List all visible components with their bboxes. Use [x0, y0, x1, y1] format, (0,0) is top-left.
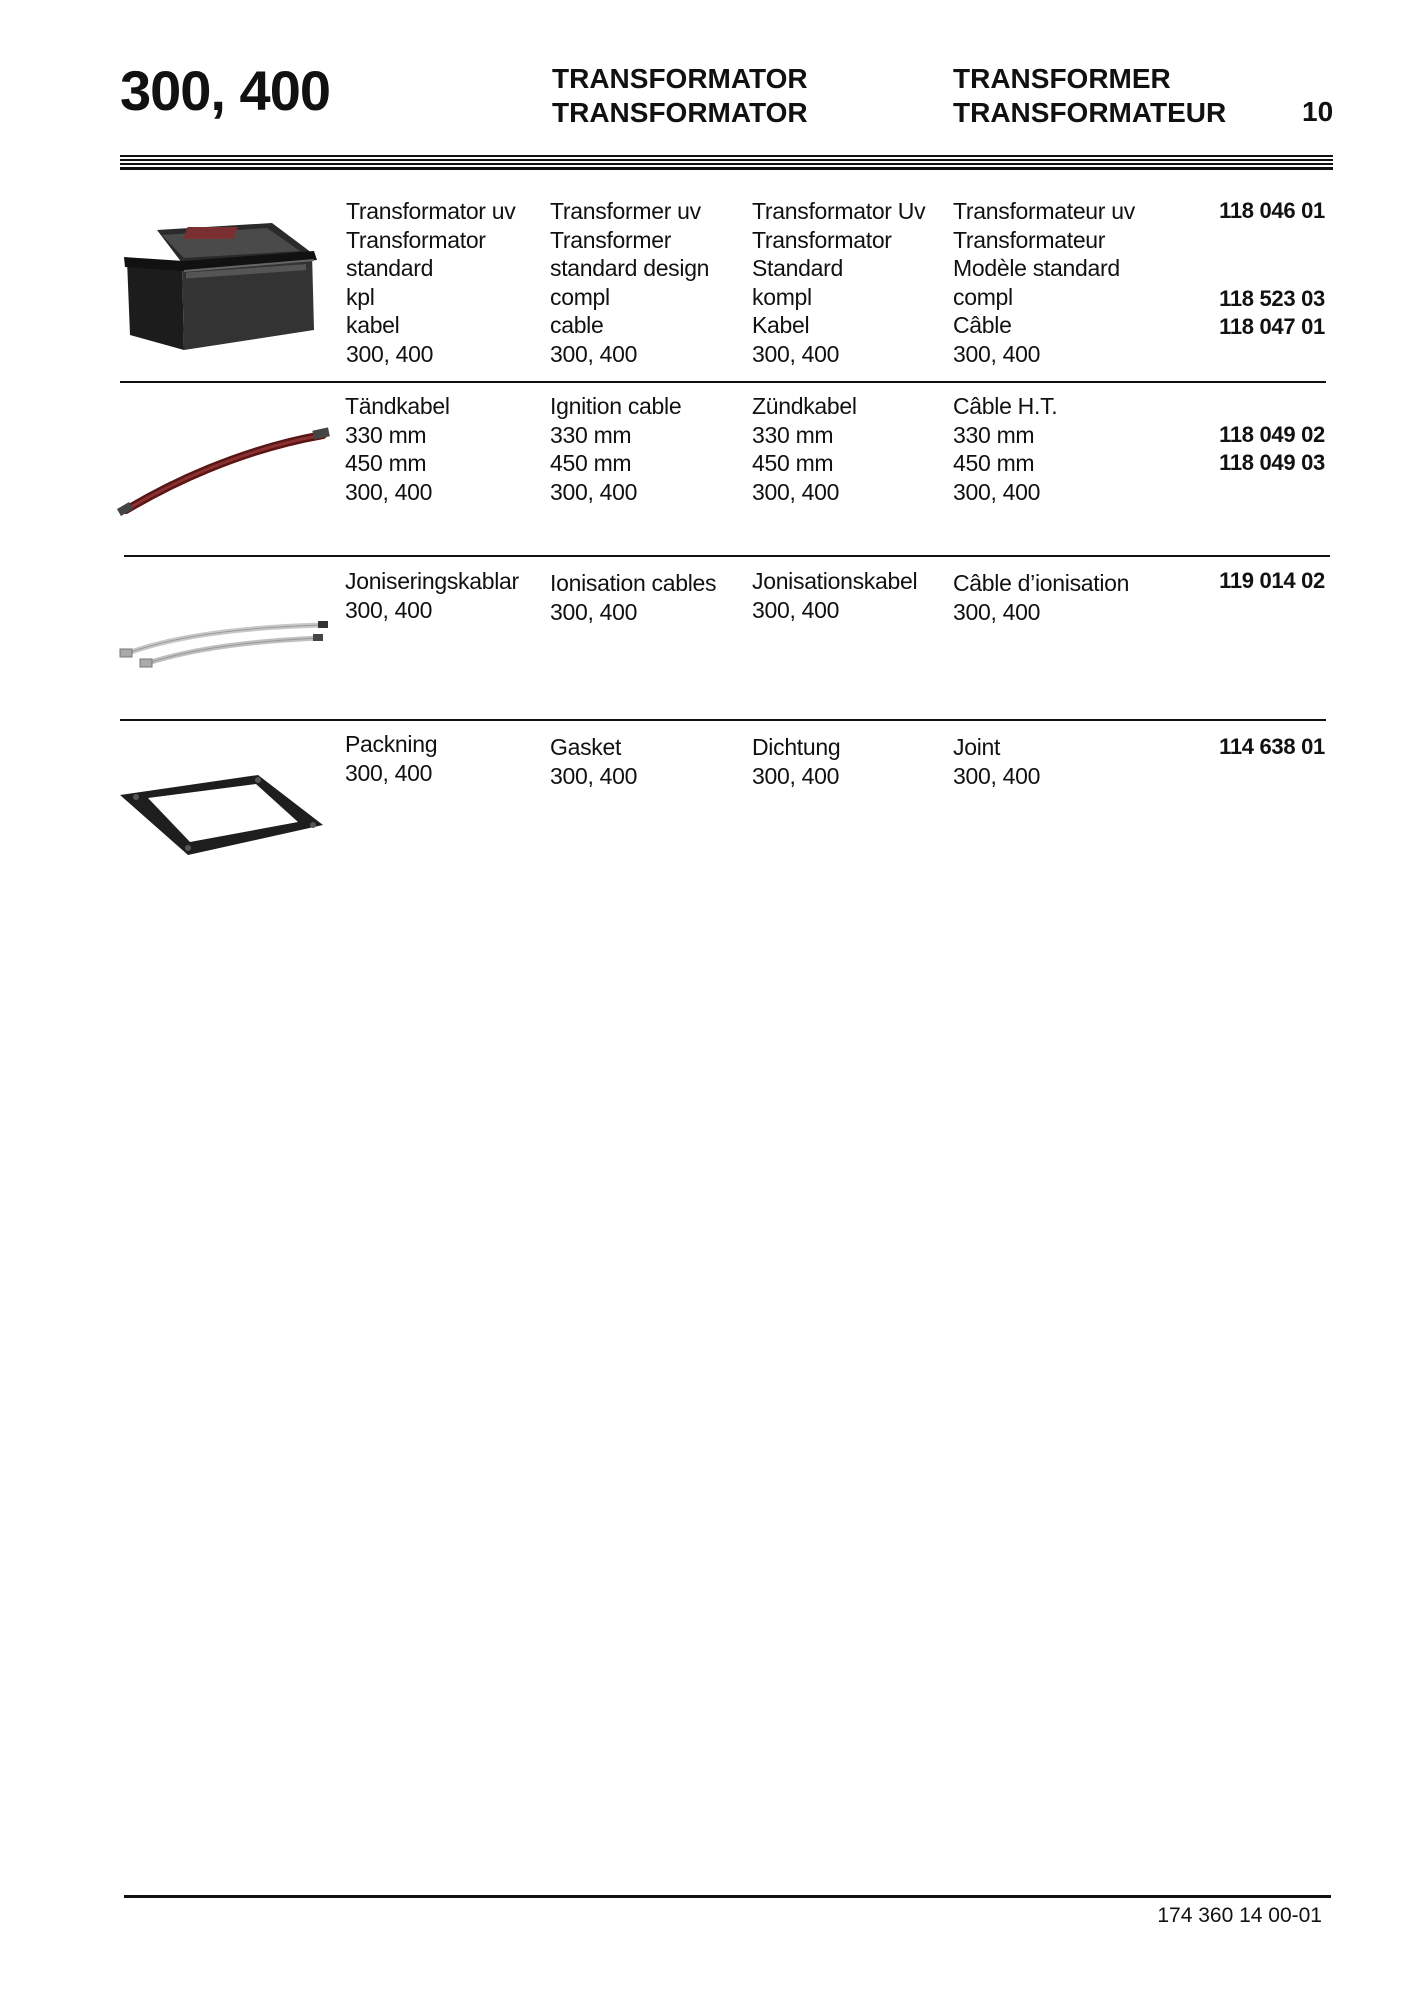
item-1-de-line: Standard: [752, 255, 843, 282]
item-2-de-line: 300, 400: [752, 478, 840, 505]
item-3-sv-line: Joniseringskablar: [345, 568, 519, 594]
header-rule-2: [120, 159, 1333, 161]
item-1-de-line: Kabel: [752, 312, 810, 339]
item-1-fr-line: compl: [953, 283, 1013, 310]
item-4-part-number: 114 638 01: [1219, 734, 1325, 759]
item-1-en-line: cable: [550, 312, 604, 339]
item-1-de-line: Transformator: [752, 226, 892, 253]
row-divider: [120, 381, 1326, 383]
item-3-en: [550, 569, 716, 626]
item-1-en-line: compl: [550, 283, 610, 310]
item-4-fr-line: 300, 400: [953, 762, 1041, 789]
item-1-de: [752, 197, 925, 369]
item-4-en-line: Gasket: [550, 734, 622, 760]
item-2-sv: [345, 392, 450, 506]
item-1-en-line: Transformer uv: [550, 198, 701, 224]
item-1-en-line: Transformer: [550, 226, 672, 253]
item-1-part-number: 118 047 01: [1219, 314, 1325, 339]
item-1-fr-line: Transformateur: [953, 226, 1106, 253]
item-1-sv: [346, 197, 515, 369]
item-1-sv-line: kpl: [346, 283, 375, 310]
header-title-en: TRANSFORMER: [953, 63, 1171, 94]
item-3-fr-line: Câble d’ionisation: [953, 570, 1130, 596]
document-number: 174 360 14 00-01: [1157, 1904, 1322, 1927]
item-2-fr-line: 300, 400: [953, 478, 1041, 505]
item-3-sv-line: 300, 400: [345, 596, 433, 623]
item-1-en: [550, 197, 709, 369]
transformer-icon: [122, 215, 322, 355]
item-4-de-line: Dichtung: [752, 734, 841, 760]
header-title-left: [552, 62, 808, 130]
item-4-de-line: 300, 400: [752, 762, 840, 789]
item-1-fr-line: Transformateur uv: [953, 198, 1135, 224]
item-3-fr-line: 300, 400: [953, 598, 1041, 625]
item-3-part-number: 119 014 02: [1219, 568, 1325, 593]
item-2-de-line: 330 mm: [752, 421, 834, 448]
item-1-de-line: 300, 400: [752, 340, 840, 367]
item-3-de-line: Jonisationskabel: [752, 568, 918, 594]
item-3-de-line: 300, 400: [752, 596, 840, 623]
item-2-en-line: 300, 400: [550, 478, 638, 505]
item-2-part-number: 118 049 02: [1219, 422, 1325, 447]
footer-rule: [124, 1895, 1331, 1898]
item-2-de: [752, 392, 857, 506]
item-1-sv-line: kabel: [346, 312, 400, 339]
item-2-fr: [953, 392, 1057, 506]
item-1-en-line: 300, 400: [550, 340, 638, 367]
item-2-en-line: 330 mm: [550, 421, 632, 448]
item-3-en-line: 300, 400: [550, 598, 638, 625]
item-3-de: [752, 567, 917, 624]
item-2-part-number: 118 049 03: [1219, 450, 1325, 475]
row-divider: [120, 719, 1326, 721]
item-2-en: [550, 392, 681, 506]
item-4-fr-line: Joint: [953, 734, 1001, 760]
header-title-right: [953, 62, 1226, 130]
row-divider: [124, 555, 1330, 557]
item-1-sv-line: Transformator uv: [346, 198, 516, 224]
item-3-fr: [953, 569, 1129, 626]
ignition-cable-icon: [118, 425, 328, 515]
item-2-sv-line: 330 mm: [345, 421, 427, 448]
item-1-en-line: standard design: [550, 255, 710, 282]
item-2-en-line: 450 mm: [550, 450, 632, 477]
item-2-sv-line: 450 mm: [345, 450, 427, 477]
item-4-fr: [953, 733, 1040, 790]
header-rule-1: [120, 155, 1333, 157]
item-1-sv-line: 300, 400: [346, 340, 434, 367]
header-title-sv: TRANSFORMATOR: [552, 63, 808, 94]
item-1-part-number: 118 046 01: [1219, 198, 1325, 223]
header-rule-4: [120, 167, 1333, 170]
item-4-sv-line: Packning: [345, 731, 438, 757]
item-3-en-line: Ionisation cables: [550, 570, 717, 596]
item-4-de: [752, 733, 840, 790]
item-2-fr-line: Câble H.T.: [953, 393, 1058, 419]
ionisation-cable-icon: [118, 605, 333, 670]
model-title: 300, 400: [120, 59, 330, 122]
item-2-fr-line: 330 mm: [953, 421, 1035, 448]
item-3-sv: [345, 567, 519, 624]
item-1-de-line: kompl: [752, 283, 812, 310]
item-4-sv: [345, 730, 437, 787]
item-1-sv-line: Transformator: [346, 226, 486, 253]
item-1-de-line: Transformator Uv: [752, 198, 926, 224]
header-title-de: TRANSFORMATOR: [552, 97, 808, 128]
item-1-fr: [953, 197, 1135, 369]
item-1-fr-line: Modèle standard: [953, 255, 1120, 282]
item-2-en-line: Ignition cable: [550, 393, 682, 419]
item-2-de-line: Zündkabel: [752, 393, 857, 419]
header-rule-3: [120, 163, 1333, 165]
gasket-icon: [118, 770, 328, 860]
item-4-sv-line: 300, 400: [345, 759, 433, 786]
item-1-fr-line: 300, 400: [953, 340, 1041, 367]
item-2-sv-line: 300, 400: [345, 478, 433, 505]
item-1-fr-line: Câble: [953, 312, 1012, 339]
item-4-en-line: 300, 400: [550, 762, 638, 789]
item-1-part-number: 118 523 03: [1219, 286, 1325, 311]
item-2-sv-line: Tändkabel: [345, 393, 450, 419]
header-title-fr: TRANSFORMATEUR: [953, 97, 1227, 128]
item-2-fr-line: 450 mm: [953, 450, 1035, 477]
item-1-sv-line: standard: [346, 255, 434, 282]
item-4-en: [550, 733, 637, 790]
page-number: 10: [1302, 96, 1334, 127]
item-2-de-line: 450 mm: [752, 450, 834, 477]
